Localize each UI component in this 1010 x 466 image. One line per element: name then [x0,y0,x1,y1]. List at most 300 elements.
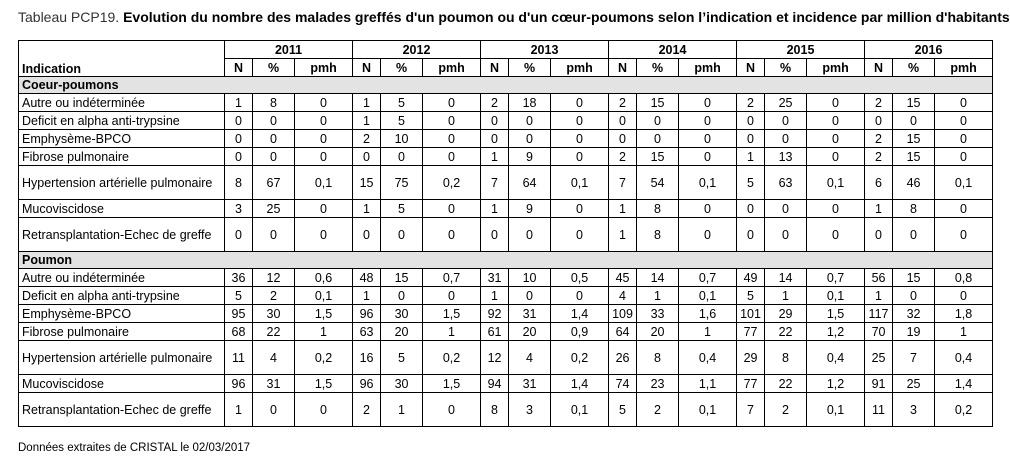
table-cell: 0 [551,130,609,148]
table-row [19,148,993,166]
table-cell: 0 [679,148,737,166]
header-subcol: % [765,59,807,77]
table-cell: 0 [551,112,609,130]
table-cell: 8 [225,166,253,200]
table-cell: 0,2 [423,341,481,375]
header-subcol: N [353,59,381,77]
table-cell: 12 [253,269,295,287]
table-cell: 23 [637,375,679,393]
table-row [19,94,993,112]
row-indication: Autre ou indéterminée [19,94,225,112]
header-subcol: N [225,59,253,77]
table-row [19,375,993,393]
section-title: Poumon [19,252,993,269]
table-cell: 0 [807,130,865,148]
table-cell: 4 [253,341,295,375]
table-cell: 11 [865,393,893,427]
table-cell: 0,9 [551,323,609,341]
table-cell: 0,6 [295,269,353,287]
table-cell: 1,4 [551,305,609,323]
table-cell: 11 [225,341,253,375]
table-cell: 2 [737,94,765,112]
table-cell: 2 [353,393,381,427]
table-cell: 8 [637,341,679,375]
table-cell: 0 [893,218,935,252]
table-cell: 0,1 [551,393,609,427]
table-cell: 0 [423,200,481,218]
table-cell: 0 [893,287,935,305]
header-subcol: % [509,59,551,77]
table-cell: 2 [865,130,893,148]
table-cell: 0 [253,112,295,130]
table-cell: 0 [551,94,609,112]
table-cell: 1 [679,323,737,341]
table-cell: 77 [737,323,765,341]
table-cell: 0 [381,287,423,305]
table-cell: 77 [737,375,765,393]
table-cell: 0 [353,148,381,166]
table-cell: 0,7 [423,269,481,287]
header-subcol: pmh [807,59,865,77]
table-cell: 0 [225,148,253,166]
table-cell: 7 [609,166,637,200]
table-cell: 5 [381,94,423,112]
table-cell: 1,1 [679,375,737,393]
table-container [18,40,993,427]
header-year: 2013 [481,41,609,59]
table-cell: 1 [353,112,381,130]
header-subcol: pmh [551,59,609,77]
table-cell: 0 [679,130,737,148]
table-row [19,218,993,252]
table-cell: 9 [509,148,551,166]
table-cell: 48 [353,269,381,287]
table-row [19,130,993,148]
table-cell: 15 [353,166,381,200]
table-cell: 0 [253,218,295,252]
table-cell: 15 [637,94,679,112]
table-cell: 15 [637,148,679,166]
header-subcol: % [893,59,935,77]
table-cell: 5 [737,287,765,305]
table-cell: 4 [609,287,637,305]
table-cell: 94 [481,375,509,393]
table-cell: 0 [609,112,637,130]
header-subcol: N [481,59,509,77]
table-cell: 0,7 [807,269,865,287]
table-cell: 0 [253,130,295,148]
table-cell: 1,8 [935,305,993,323]
table-cell: 4 [509,341,551,375]
table-cell: 0 [225,218,253,252]
table-cell: 15 [893,130,935,148]
table-row [19,112,993,130]
table-cell: 1 [481,287,509,305]
header-year: 2011 [225,41,353,59]
table-cell: 70 [865,323,893,341]
table-cell: 8 [253,94,295,112]
table-cell: 0 [935,287,993,305]
row-indication: Fibrose pulmonaire [19,323,225,341]
table-cell: 32 [893,305,935,323]
table-cell: 0 [423,218,481,252]
table-cell: 0 [295,200,353,218]
table-cell: 1 [481,200,509,218]
table-cell: 0 [679,112,737,130]
table-cell: 0 [935,94,993,112]
table-cell: 0 [893,112,935,130]
header-subcol: pmh [423,59,481,77]
table-cell: 1 [353,94,381,112]
table-cell: 0 [865,218,893,252]
table-cell: 1,2 [807,323,865,341]
header-subcol: N [609,59,637,77]
table-cell: 0 [295,148,353,166]
header-subcol: % [637,59,679,77]
table-cell: 31 [253,375,295,393]
row-indication: Deficit en alpha anti-trypsine [19,112,225,130]
table-cell: 18 [509,94,551,112]
table-cell: 0 [679,94,737,112]
table-cell: 0 [637,130,679,148]
table-cell: 5 [381,200,423,218]
table-row [19,200,993,218]
table-cell: 15 [893,94,935,112]
table-cell: 1 [481,148,509,166]
table-cell: 0 [737,130,765,148]
table-cell: 6 [865,166,893,200]
table-cell: 8 [765,341,807,375]
row-indication: Fibrose pulmonaire [19,148,225,166]
table-cell: 95 [225,305,253,323]
table-cell: 1,5 [295,375,353,393]
table-cell: 0 [253,148,295,166]
table-cell: 0,1 [679,287,737,305]
table-cell: 31 [509,375,551,393]
table-cell: 8 [637,218,679,252]
table-cell: 49 [737,269,765,287]
table-cell: 67 [253,166,295,200]
table-cell: 14 [765,269,807,287]
table-row [19,323,993,341]
table-cell: 0 [737,218,765,252]
table-cell: 15 [893,269,935,287]
table-cell: 1 [423,323,481,341]
table-cell: 1 [609,218,637,252]
table-row [19,305,993,323]
table-cell: 1,6 [679,305,737,323]
table-cell: 0 [551,200,609,218]
table-cell: 1 [609,200,637,218]
table-cell: 0 [423,130,481,148]
table-cell: 0 [551,148,609,166]
table-cell: 25 [893,375,935,393]
table-cell: 0 [381,218,423,252]
table-cell: 2 [637,393,679,427]
table-cell: 0 [481,218,509,252]
section-row [19,77,993,94]
table-cell: 5 [737,166,765,200]
table-cell: 10 [381,130,423,148]
table-cell: 1,4 [551,375,609,393]
table-cell: 16 [353,341,381,375]
row-indication: Autre ou indéterminée [19,269,225,287]
table-cell: 0,8 [935,269,993,287]
table-cell: 0 [737,200,765,218]
table-cell: 0,2 [423,166,481,200]
table-cell: 1 [225,94,253,112]
table-cell: 15 [381,269,423,287]
table-cell: 0,1 [807,287,865,305]
table-cell: 96 [225,375,253,393]
table-cell: 3 [225,200,253,218]
table-cell: 29 [737,341,765,375]
table-cell: 56 [865,269,893,287]
table-cell: 63 [765,166,807,200]
table-cell: 45 [609,269,637,287]
header-subcol: pmh [679,59,737,77]
table-cell: 22 [765,323,807,341]
table-row [19,269,993,287]
table-cell: 0 [423,148,481,166]
table-cell: 2 [865,94,893,112]
table-cell: 109 [609,305,637,323]
header-indication: Indication [19,41,225,77]
table-cell: 1,2 [807,375,865,393]
table-cell: 0,1 [295,287,353,305]
header-subcol: % [253,59,295,77]
table-cell: 0,2 [551,341,609,375]
table-cell: 5 [225,287,253,305]
table-cell: 20 [509,323,551,341]
table-cell: 8 [893,200,935,218]
table-cell: 1 [353,287,381,305]
table-cell: 0 [509,112,551,130]
table-cell: 0,2 [935,393,993,427]
table-cell: 0,1 [807,166,865,200]
table-cell: 0 [679,200,737,218]
table-cell: 1,5 [423,305,481,323]
table-cell: 0 [295,112,353,130]
table-cell: 0 [481,130,509,148]
table-cell: 0,2 [295,341,353,375]
row-indication: Deficit en alpha anti-trypsine [19,287,225,305]
table-cell: 1 [225,393,253,427]
table-cell: 0 [481,112,509,130]
table-cell: 0 [225,112,253,130]
header-year: 2012 [353,41,481,59]
table-cell: 0 [765,112,807,130]
table-cell: 30 [381,375,423,393]
table-cell: 14 [637,269,679,287]
table-cell: 2 [353,130,381,148]
table-cell: 0,1 [679,393,737,427]
table-cell: 1 [865,200,893,218]
table-cell: 7 [481,166,509,200]
table-cell: 1 [737,148,765,166]
table-row [19,287,993,305]
table-cell: 2 [253,287,295,305]
table-cell: 0,4 [807,341,865,375]
table-cell: 2 [481,94,509,112]
table-cell: 0 [935,200,993,218]
table-cell: 63 [353,323,381,341]
table-cell: 0 [737,112,765,130]
table-cell: 0 [253,393,295,427]
table-cell: 15 [893,148,935,166]
table-cell: 0,1 [551,166,609,200]
table-cell: 5 [381,112,423,130]
table-cell: 33 [637,305,679,323]
table-cell: 0 [935,112,993,130]
table-cell: 0 [225,130,253,148]
table-cell: 30 [381,305,423,323]
table-cell: 74 [609,375,637,393]
table-cell: 20 [637,323,679,341]
table-cell: 0,1 [935,166,993,200]
source-note: Données extraites de CRISTAL le 02/03/2017 [18,442,251,454]
table-cell: 0 [807,200,865,218]
table-cell: 61 [481,323,509,341]
table-title-prefix: Tableau PCP19. [18,9,120,25]
table-cell: 30 [253,305,295,323]
table-cell: 0 [765,218,807,252]
table-cell: 1 [353,200,381,218]
table-cell: 96 [353,375,381,393]
table-cell: 1,5 [295,305,353,323]
table-cell: 0 [509,130,551,148]
table-cell: 64 [609,323,637,341]
table-cell: 0 [423,94,481,112]
table-cell: 31 [481,269,509,287]
table-cell: 0 [295,94,353,112]
table-cell: 20 [381,323,423,341]
header-year: 2016 [865,41,993,59]
table-cell: 0,5 [551,269,609,287]
table-cell: 0,4 [679,341,737,375]
header-row-years [19,41,993,59]
row-indication: Mucoviscidose [19,200,225,218]
table-cell: 0 [935,148,993,166]
table-cell: 0 [935,130,993,148]
table-cell: 75 [381,166,423,200]
table-cell: 1,5 [807,305,865,323]
table-cell: 25 [765,94,807,112]
table-cell: 0 [381,148,423,166]
table-row [19,341,993,375]
row-indication: Hypertension artérielle pulmonaire [19,166,225,200]
row-indication: Mucoviscidose [19,375,225,393]
table-cell: 22 [765,375,807,393]
section-row [19,252,993,269]
table-cell: 0 [423,393,481,427]
table-cell: 0 [679,218,737,252]
table-cell: 0,1 [295,166,353,200]
table-cell: 1,4 [935,375,993,393]
table-cell: 0 [295,218,353,252]
table-cell: 64 [509,166,551,200]
table-cell: 1,5 [423,375,481,393]
table-cell: 3 [509,393,551,427]
table-cell: 0 [637,112,679,130]
table-cell: 1 [295,323,353,341]
table-cell: 5 [381,341,423,375]
table-cell: 0 [551,287,609,305]
table-cell: 46 [893,166,935,200]
table-cell: 0 [807,112,865,130]
data-table [18,40,993,427]
table-cell: 31 [509,305,551,323]
table-cell: 29 [765,305,807,323]
table-cell: 117 [865,305,893,323]
header-subcol: N [865,59,893,77]
table-cell: 5 [609,393,637,427]
table-cell: 1 [637,287,679,305]
table-cell: 8 [481,393,509,427]
row-indication: Emphysème-BPCO [19,305,225,323]
table-cell: 1 [381,393,423,427]
table-cell: 0 [509,218,551,252]
header-subcol: pmh [295,59,353,77]
table-cell: 0 [551,218,609,252]
table-title-text: Evolution du nombre des malades greffés d'un poumon ou d'un cœur-poumons selon l’indication et incidence par million d'habitants [123,9,1010,25]
table-cell: 2 [765,393,807,427]
table-cell: 1 [865,287,893,305]
table-cell: 1 [935,323,993,341]
table-cell: 26 [609,341,637,375]
table-cell: 22 [253,323,295,341]
table-cell: 0 [765,200,807,218]
table-cell: 0 [935,218,993,252]
table-cell: 0 [423,287,481,305]
table-cell: 9 [509,200,551,218]
table-cell: 7 [737,393,765,427]
table-cell: 25 [865,341,893,375]
table-cell: 0 [509,287,551,305]
header-subcol: % [381,59,423,77]
table-cell: 10 [509,269,551,287]
table-cell: 2 [609,148,637,166]
row-indication: Retransplantation-Echec de greffe [19,218,225,252]
table-cell: 0 [807,218,865,252]
table-row [19,393,993,427]
table-cell: 92 [481,305,509,323]
table-cell: 0,7 [679,269,737,287]
table-cell: 36 [225,269,253,287]
header-subcol: N [737,59,765,77]
table-cell: 0,1 [807,393,865,427]
table-cell: 0 [353,218,381,252]
table-cell: 54 [637,166,679,200]
table-cell: 25 [253,200,295,218]
table-cell: 0 [295,130,353,148]
table-cell: 13 [765,148,807,166]
table-cell: 0 [765,130,807,148]
table-title [18,8,1010,26]
table-cell: 0,4 [935,341,993,375]
table-cell: 0 [423,112,481,130]
table-cell: 2 [609,94,637,112]
row-indication: Retransplantation-Echec de greffe [19,393,225,427]
table-cell: 19 [893,323,935,341]
table-cell: 0 [807,94,865,112]
table-cell: 0 [865,112,893,130]
table-cell: 2 [865,148,893,166]
header-year: 2015 [737,41,865,59]
table-cell: 0,1 [679,166,737,200]
table-cell: 8 [637,200,679,218]
table-cell: 7 [893,341,935,375]
